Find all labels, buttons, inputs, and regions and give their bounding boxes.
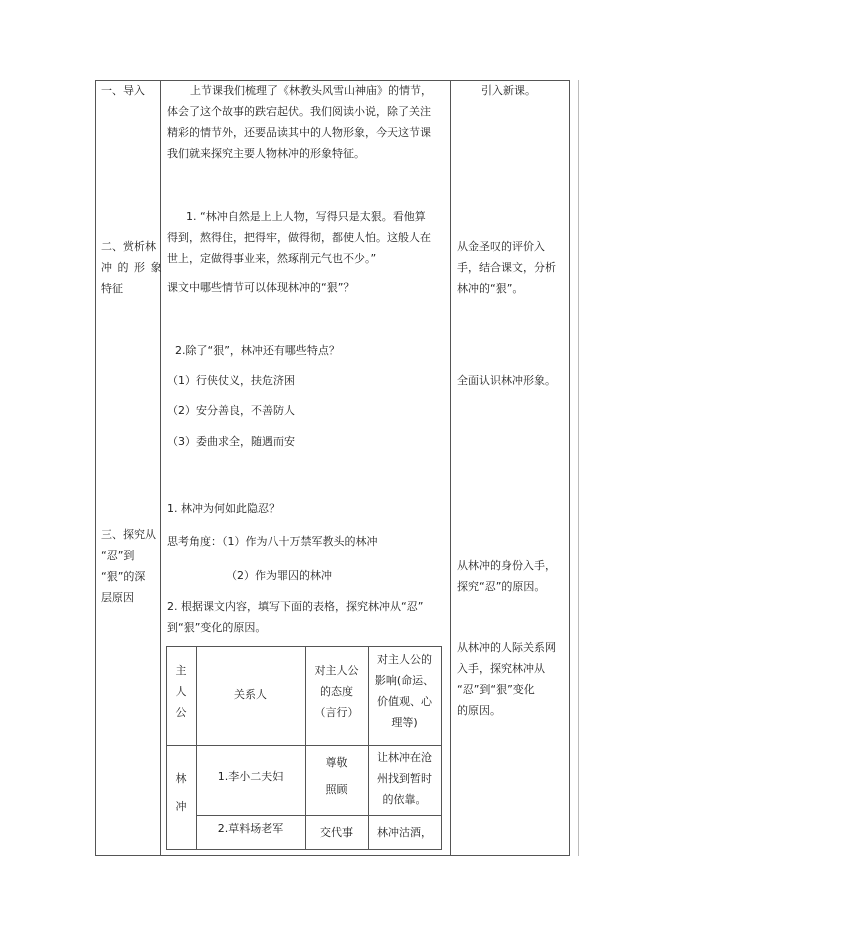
note-identity-line1: 从林冲的身份入手， bbox=[457, 559, 556, 572]
header-attitude: 对主人公 的态度 （言行） bbox=[314, 664, 359, 719]
row1-relation: 1.李小二夫妇 bbox=[217, 770, 284, 783]
section-explore-line3: “狠”的深 bbox=[101, 570, 146, 583]
part3-question-2-line2: 到“狠”变化的原因。 bbox=[167, 621, 267, 634]
inner-border-header bbox=[166, 745, 442, 746]
row2-impact: 林冲沽酒， bbox=[377, 826, 432, 839]
part3-question-2-line1: 2. 根据课文内容，填写下面的表格，探究林冲从“忍” bbox=[167, 600, 424, 613]
row1-impact: 让林冲在沧 州找到暂时 的依靠。 bbox=[377, 751, 432, 806]
part3-question-1: 1. 林冲为何如此隐忍？ bbox=[167, 502, 280, 515]
table-border-left bbox=[95, 80, 96, 856]
inner-border-top bbox=[166, 646, 442, 647]
trait-1: （1）行侠仗义，扶危济困 bbox=[167, 374, 295, 387]
section-intro: 一、导入 bbox=[101, 84, 145, 97]
table-border-col1 bbox=[160, 80, 161, 856]
section-explore-line4: 层原因 bbox=[101, 591, 134, 604]
note-identity-line2: 探究“忍”的原因。 bbox=[457, 580, 546, 593]
section-explore-line2: “忍”到 bbox=[101, 549, 135, 562]
part3-think-angle-2: （2）作为罪囚的林冲 bbox=[226, 569, 332, 582]
inner-border-row1 bbox=[196, 815, 442, 816]
row2-relation: 2.草料场老军 bbox=[217, 822, 284, 835]
note-relations-line2: 入手，探究林冲从 bbox=[457, 662, 545, 675]
part3-think-angle: 思考角度：（1）作为八十万禁军教头的林冲 bbox=[167, 535, 378, 548]
intro-line4: 我们就来探究主要人物林冲的形象特征。 bbox=[167, 147, 365, 160]
note-traits: 全面认识林冲形象。 bbox=[457, 374, 556, 387]
page-margin-line bbox=[578, 80, 579, 856]
inner-border-right bbox=[441, 646, 442, 849]
note-relations-line4: 的原因。 bbox=[457, 704, 501, 717]
trait-3: （3）委曲求全，随遇而安 bbox=[167, 435, 295, 448]
note-relations-line1: 从林冲的人际关系网 bbox=[457, 641, 556, 654]
table-border-right bbox=[569, 80, 570, 856]
table-border-col2 bbox=[450, 80, 451, 856]
header-protagonist: 主 人 公 bbox=[175, 664, 187, 719]
section-appreciate-line2: 冲 的 形 象 bbox=[101, 261, 163, 274]
section-explore-line1: 三、探究从 bbox=[101, 528, 156, 541]
quote-line2: 得到，熬得住，把得牢，做得彻，都使人怕。这般人在 bbox=[167, 231, 431, 244]
intro-line1: 上节课我们梳理了《林教头风雪山神庙》的情节， bbox=[190, 84, 432, 97]
intro-line2: 体会了这个故事的跌宕起伏。我们阅读小说，除了关注 bbox=[167, 105, 431, 118]
note-appreciate-line3: 林冲的“狠”。 bbox=[457, 282, 524, 295]
question-2: 2.除了“狠”，林冲还有哪些特点？ bbox=[175, 344, 340, 357]
section-appreciate-line3: 特征 bbox=[101, 282, 123, 295]
table-border-bottom bbox=[95, 855, 570, 856]
trait-2: （2）安分善良，不善防人 bbox=[167, 404, 295, 417]
note-appreciate-line2: 手，结合课文，分析 bbox=[457, 261, 556, 274]
row2-attitude: 交代事 bbox=[320, 826, 353, 839]
intro-line3: 精彩的情节外，还要品读其中的人物形象，今天这节课 bbox=[167, 126, 431, 139]
protagonist-name: 林 冲 bbox=[175, 772, 187, 813]
note-relations-line3: “忍”到“狠”变化 bbox=[457, 683, 535, 696]
quote-prompt: 课文中哪些情节可以体现林冲的“狠”？ bbox=[167, 281, 355, 294]
quote-line1: 1. “林冲自然是上上人物，写得只是太狠。看他算 bbox=[186, 210, 426, 223]
section-appreciate-line1: 二、赏析林 bbox=[101, 240, 156, 253]
header-impact: 对主人公的 影响(命运、 价值观、心 理等) bbox=[374, 653, 435, 729]
inner-border-bottom bbox=[166, 849, 442, 850]
note-intro: 引入新课。 bbox=[481, 84, 536, 97]
row1-attitude: 尊敬 照顾 bbox=[325, 756, 348, 796]
note-appreciate-line1: 从金圣叹的评价入 bbox=[457, 240, 545, 253]
header-relation: 关系人 bbox=[234, 688, 267, 701]
quote-line3: 世上，定做得事业来，然琢削元气也不少。” bbox=[167, 252, 377, 265]
